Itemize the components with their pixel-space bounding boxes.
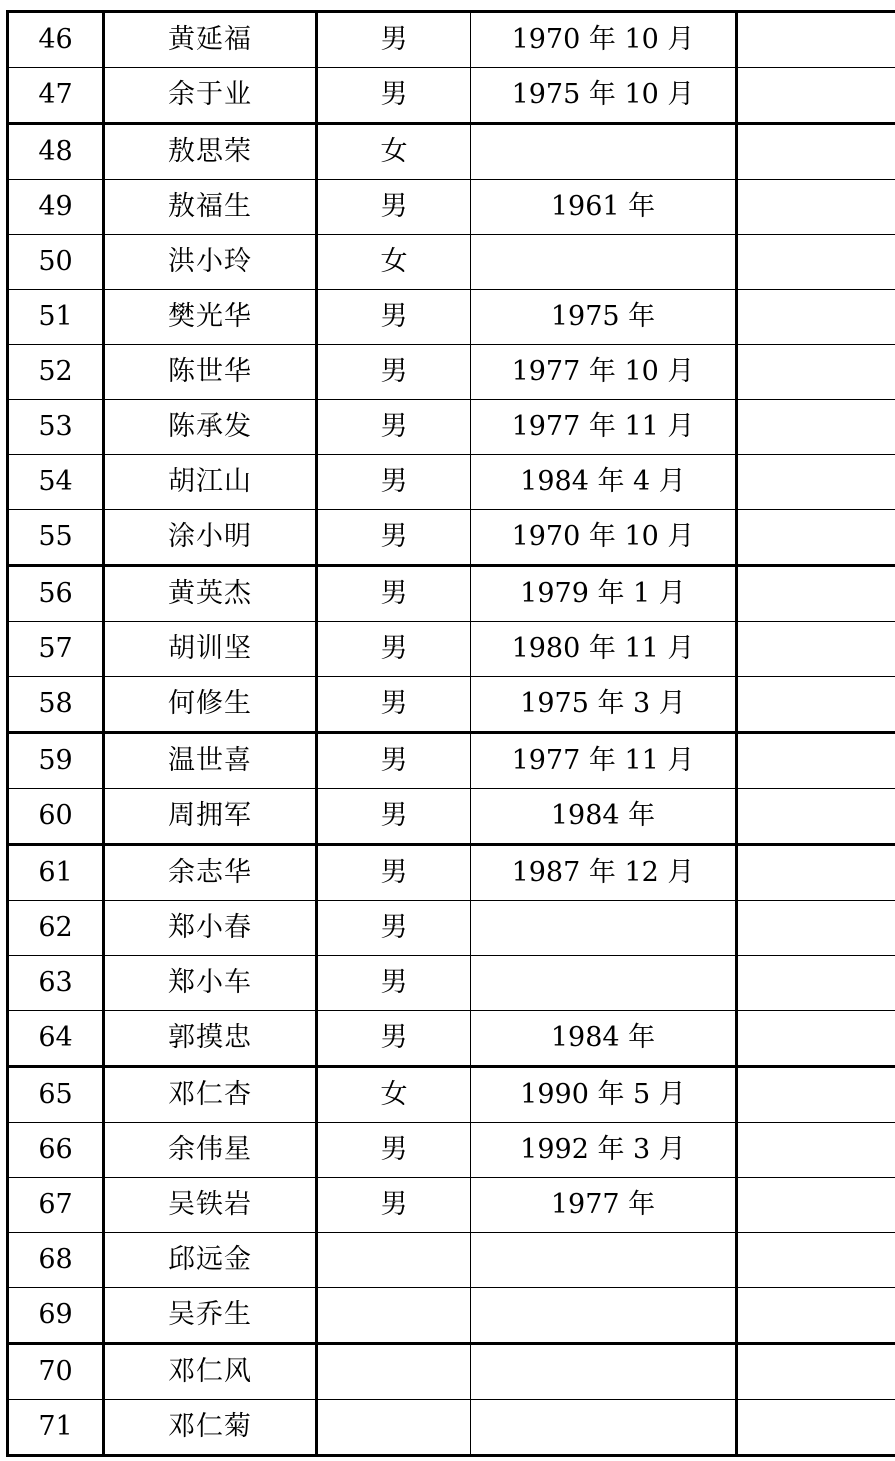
sex-cell: 女	[317, 235, 471, 290]
sex-cell: 男	[317, 956, 471, 1011]
birth-date-cell: 1984 年 4 月	[471, 455, 737, 510]
row-number-cell: 46	[8, 12, 104, 68]
name-cell: 邓仁菊	[104, 1400, 317, 1456]
table-row	[8, 1011, 895, 1067]
row-number-cell: 71	[8, 1400, 104, 1456]
sex-cell: 男	[317, 677, 471, 733]
row-number-cell: 61	[8, 845, 104, 901]
table-row	[8, 789, 895, 845]
sex-cell: 男	[317, 12, 471, 68]
note-cell	[737, 677, 895, 733]
name-cell: 郑小车	[104, 956, 317, 1011]
table-row	[8, 1123, 895, 1178]
sex-cell: 男	[317, 455, 471, 510]
note-cell	[737, 290, 895, 345]
note-cell	[737, 733, 895, 789]
birth-date-cell	[471, 901, 737, 956]
name-cell: 黄英杰	[104, 566, 317, 622]
row-number-cell: 66	[8, 1123, 104, 1178]
birth-date-cell: 1970 年 10 月	[471, 12, 737, 68]
sex-cell: 男	[317, 566, 471, 622]
note-cell	[737, 400, 895, 455]
note-cell	[737, 1344, 895, 1400]
name-cell: 胡训坚	[104, 622, 317, 677]
name-cell: 洪小玲	[104, 235, 317, 290]
note-cell	[737, 180, 895, 235]
note-cell	[737, 68, 895, 124]
table-row	[8, 566, 895, 622]
note-cell	[737, 566, 895, 622]
note-cell	[737, 12, 895, 68]
table-row	[8, 845, 895, 901]
birth-date-cell: 1977 年 11 月	[471, 400, 737, 455]
birth-date-cell: 1984 年	[471, 1011, 737, 1067]
row-number-cell: 65	[8, 1067, 104, 1123]
table-row	[8, 455, 895, 510]
birth-date-cell: 1961 年	[471, 180, 737, 235]
table-row	[8, 400, 895, 455]
table-row	[8, 180, 895, 235]
birth-date-cell	[471, 956, 737, 1011]
row-number-cell: 63	[8, 956, 104, 1011]
note-cell	[737, 1178, 895, 1233]
birth-date-cell: 1970 年 10 月	[471, 510, 737, 566]
name-cell: 吴乔生	[104, 1288, 317, 1344]
name-cell: 敖思荣	[104, 124, 317, 180]
table-row	[8, 124, 895, 180]
table-row	[8, 1288, 895, 1344]
sex-cell: 男	[317, 180, 471, 235]
birth-date-cell: 1980 年 11 月	[471, 622, 737, 677]
row-number-cell: 56	[8, 566, 104, 622]
sex-cell: 男	[317, 622, 471, 677]
row-number-cell: 58	[8, 677, 104, 733]
table-row	[8, 290, 895, 345]
sex-cell: 女	[317, 124, 471, 180]
name-cell: 郭摸忠	[104, 1011, 317, 1067]
row-number-cell: 49	[8, 180, 104, 235]
name-cell: 吴铁岩	[104, 1178, 317, 1233]
sex-cell: 男	[317, 733, 471, 789]
table-row	[8, 1178, 895, 1233]
sex-cell: 男	[317, 68, 471, 124]
name-cell: 郑小春	[104, 901, 317, 956]
birth-date-cell	[471, 1288, 737, 1344]
name-cell: 周拥军	[104, 789, 317, 845]
birth-date-cell: 1990 年 5 月	[471, 1067, 737, 1123]
name-cell: 邓仁杏	[104, 1067, 317, 1123]
row-number-cell: 60	[8, 789, 104, 845]
name-cell: 黄延福	[104, 12, 317, 68]
sex-cell	[317, 1400, 471, 1456]
birth-date-cell	[471, 1233, 737, 1288]
sex-cell: 男	[317, 1178, 471, 1233]
name-cell: 樊光华	[104, 290, 317, 345]
sex-cell	[317, 1344, 471, 1400]
row-number-cell: 67	[8, 1178, 104, 1233]
table-row	[8, 901, 895, 956]
note-cell	[737, 345, 895, 400]
sex-cell	[317, 1233, 471, 1288]
row-number-cell: 47	[8, 68, 104, 124]
row-number-cell: 69	[8, 1288, 104, 1344]
note-cell	[737, 235, 895, 290]
name-cell: 胡江山	[104, 455, 317, 510]
note-cell	[737, 901, 895, 956]
sex-cell: 男	[317, 1011, 471, 1067]
birth-date-cell	[471, 1344, 737, 1400]
name-cell: 温世喜	[104, 733, 317, 789]
note-cell	[737, 956, 895, 1011]
note-cell	[737, 1067, 895, 1123]
birth-date-cell	[471, 124, 737, 180]
table-row	[8, 733, 895, 789]
birth-date-cell: 1987 年 12 月	[471, 845, 737, 901]
row-number-cell: 52	[8, 345, 104, 400]
note-cell	[737, 1233, 895, 1288]
note-cell	[737, 1288, 895, 1344]
row-number-cell: 48	[8, 124, 104, 180]
table-row	[8, 235, 895, 290]
table-row	[8, 1233, 895, 1288]
name-cell: 余伟星	[104, 1123, 317, 1178]
table-row	[8, 622, 895, 677]
table-row	[8, 677, 895, 733]
birth-date-cell	[471, 235, 737, 290]
roster-table	[6, 10, 895, 1457]
sex-cell: 男	[317, 845, 471, 901]
table-row	[8, 345, 895, 400]
sex-cell: 男	[317, 901, 471, 956]
table-row	[8, 1344, 895, 1400]
birth-date-cell: 1984 年	[471, 789, 737, 845]
sex-cell: 男	[317, 789, 471, 845]
sex-cell: 男	[317, 400, 471, 455]
sex-cell: 女	[317, 1067, 471, 1123]
row-number-cell: 54	[8, 455, 104, 510]
table-row	[8, 12, 895, 68]
name-cell: 余于业	[104, 68, 317, 124]
sex-cell: 男	[317, 510, 471, 566]
sex-cell: 男	[317, 345, 471, 400]
birth-date-cell: 1979 年 1 月	[471, 566, 737, 622]
birth-date-cell: 1977 年 11 月	[471, 733, 737, 789]
name-cell: 何修生	[104, 677, 317, 733]
row-number-cell: 64	[8, 1011, 104, 1067]
note-cell	[737, 1123, 895, 1178]
name-cell: 敖福生	[104, 180, 317, 235]
row-number-cell: 59	[8, 733, 104, 789]
table-row	[8, 510, 895, 566]
birth-date-cell: 1977 年 10 月	[471, 345, 737, 400]
birth-date-cell: 1975 年	[471, 290, 737, 345]
table-row	[8, 1400, 895, 1456]
row-number-cell: 70	[8, 1344, 104, 1400]
row-number-cell: 68	[8, 1233, 104, 1288]
birth-date-cell	[471, 1400, 737, 1456]
row-number-cell: 53	[8, 400, 104, 455]
row-number-cell: 57	[8, 622, 104, 677]
roster-table-wrap	[6, 10, 885, 1457]
note-cell	[737, 1011, 895, 1067]
table-row	[8, 1067, 895, 1123]
name-cell: 邓仁风	[104, 1344, 317, 1400]
birth-date-cell: 1992 年 3 月	[471, 1123, 737, 1178]
birth-date-cell: 1975 年 3 月	[471, 677, 737, 733]
row-number-cell: 55	[8, 510, 104, 566]
sex-cell	[317, 1288, 471, 1344]
table-row	[8, 956, 895, 1011]
name-cell: 余志华	[104, 845, 317, 901]
note-cell	[737, 622, 895, 677]
roster-table-body	[8, 12, 895, 1456]
note-cell	[737, 789, 895, 845]
name-cell: 陈承发	[104, 400, 317, 455]
table-row	[8, 68, 895, 124]
note-cell	[737, 455, 895, 510]
birth-date-cell: 1977 年	[471, 1178, 737, 1233]
row-number-cell: 50	[8, 235, 104, 290]
row-number-cell: 51	[8, 290, 104, 345]
name-cell: 陈世华	[104, 345, 317, 400]
note-cell	[737, 510, 895, 566]
note-cell	[737, 845, 895, 901]
name-cell: 邱远金	[104, 1233, 317, 1288]
note-cell	[737, 124, 895, 180]
note-cell	[737, 1400, 895, 1456]
sex-cell: 男	[317, 290, 471, 345]
birth-date-cell: 1975 年 10 月	[471, 68, 737, 124]
row-number-cell: 62	[8, 901, 104, 956]
name-cell: 涂小明	[104, 510, 317, 566]
sex-cell: 男	[317, 1123, 471, 1178]
